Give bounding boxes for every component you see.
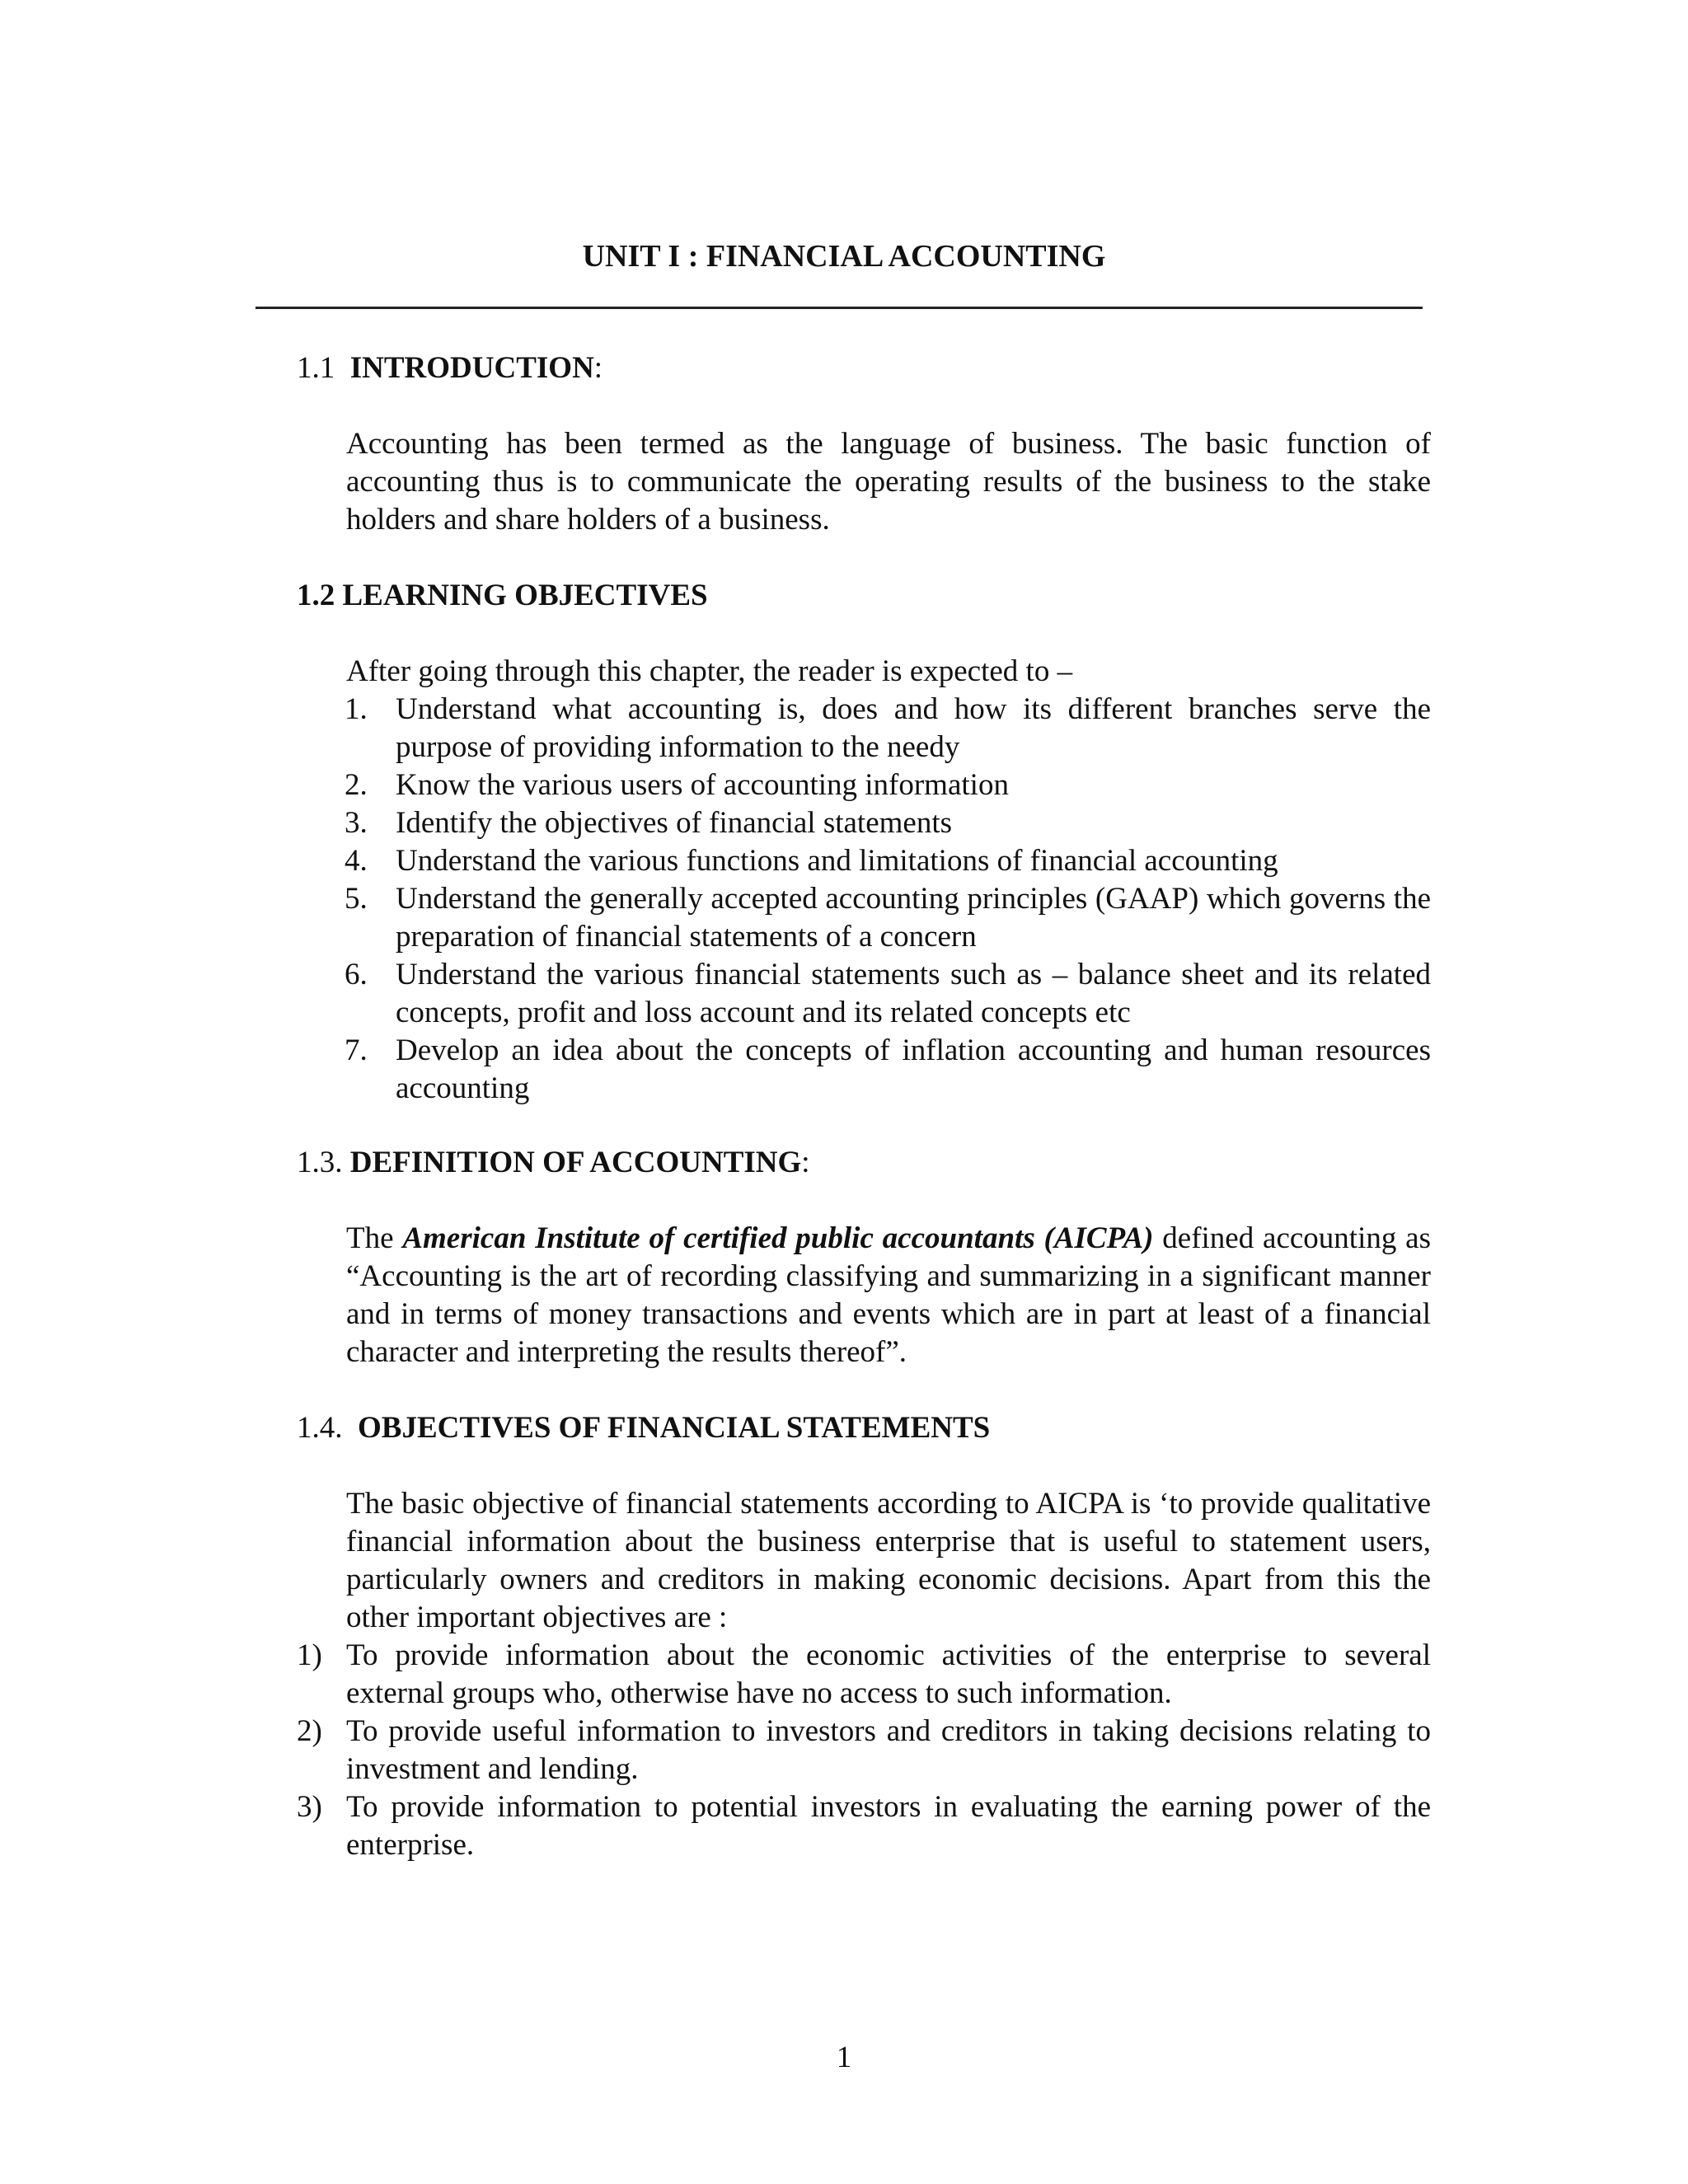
- introduction-paragraph: Accounting has been termed as the language of business. The basic function of accounting thus is to communicate the operating results of the business to the stake holders and share holders of a business.: [346, 427, 1431, 537]
- item-text: To provide information about the economic activities of the enterprise to several external groups who, otherwise have no access to such information.: [346, 1638, 1431, 1710]
- section-number: 1.4.: [297, 1411, 343, 1445]
- item-number: 6.: [345, 958, 368, 991]
- list-item: [345, 691, 1431, 766]
- list-item: [297, 1713, 1431, 1788]
- section-heading-definition: [297, 1144, 810, 1182]
- learning-objectives-intro: After going through this chapter, the reader is expected to –: [346, 654, 1073, 688]
- definition-text-start: The: [346, 1221, 403, 1255]
- unit-title: UNIT I : FINANCIAL ACCOUNTING: [582, 239, 1106, 274]
- learning-objectives-list: [345, 691, 1431, 1108]
- item-number: 1.: [345, 692, 368, 726]
- page-number: 1: [836, 2041, 852, 2074]
- item-text: Know the various users of accounting information: [396, 768, 1009, 802]
- item-number: 7.: [345, 1033, 368, 1067]
- list-item: [345, 804, 1431, 842]
- list-item: [345, 1032, 1431, 1108]
- list-item: [345, 842, 1431, 880]
- definition-text-rest: defined accounting as “Accounting is the art of recording classifying and summarizing in a significant manner and in terms of money transactions and events which are in part at least of a financial character and interpreting the results thereof”.: [346, 1221, 1432, 1369]
- item-text: Understand the various functions and limitations of financial accounting: [396, 844, 1278, 878]
- item-text: Understand the generally accepted accounting principles (GAAP) which governs the preparation of financial statements of a concern: [396, 882, 1431, 954]
- section-heading-learning-objectives: [297, 577, 708, 615]
- item-number: 2): [297, 1714, 322, 1748]
- definition-paragraph: [346, 1220, 1431, 1371]
- section-title: DEFINITION OF ACCOUNTING: [349, 1146, 802, 1179]
- list-item: [345, 766, 1431, 804]
- section-title: 1.2 LEARNING OBJECTIVES: [297, 579, 708, 612]
- objectives-list: [297, 1637, 1431, 1864]
- heading-colon: :: [801, 1146, 810, 1179]
- item-text: To provide information to potential investors in evaluating the earning power of the enterprise.: [346, 1790, 1431, 1862]
- section-heading-objectives: [297, 1409, 990, 1447]
- list-item: [297, 1637, 1431, 1713]
- item-number: 5.: [345, 882, 368, 916]
- heading-colon: :: [593, 351, 603, 385]
- objectives-paragraph: The basic objective of financial statements according to AICPA is ‘to provide qualitative financial information about the business enterprise that is useful to statement users, particularly owners and creditors in making economic decisions. Apart from this the other important objectives are :: [346, 1487, 1431, 1634]
- item-text: Identify the objectives of financial statements: [396, 806, 953, 840]
- section-heading-introduction: [297, 349, 603, 387]
- title-divider: [256, 307, 1423, 309]
- item-text: Understand what accounting is, does and how its different branches serve the purpose of providing information to the needy: [396, 692, 1431, 764]
- aicpa-emphasis: American Institute of certified public accountants (AICPA): [402, 1221, 1154, 1255]
- section-number: 1.3.: [297, 1146, 343, 1179]
- list-item: [345, 880, 1431, 956]
- item-text: Understand the various financial statements such as – balance sheet and its related concepts, profit and loss account and its related concepts etc: [396, 958, 1431, 1029]
- section-title: INTRODUCTION: [349, 351, 594, 385]
- section-title: OBJECTIVES OF FINANCIAL STATEMENTS: [358, 1411, 991, 1445]
- item-number: 3): [297, 1790, 322, 1824]
- item-number: 3.: [345, 806, 368, 840]
- list-item: [345, 956, 1431, 1032]
- item-text: Develop an idea about the concepts of inflation accounting and human resources accounting: [396, 1033, 1431, 1105]
- section-number: 1.1: [297, 351, 335, 385]
- list-item: [297, 1788, 1431, 1864]
- item-number: 4.: [345, 844, 368, 878]
- item-number: 2.: [345, 768, 368, 802]
- item-number: 1): [297, 1638, 322, 1672]
- item-text: To provide useful information to investors and creditors in taking decisions relating to investment and lending.: [346, 1714, 1431, 1786]
